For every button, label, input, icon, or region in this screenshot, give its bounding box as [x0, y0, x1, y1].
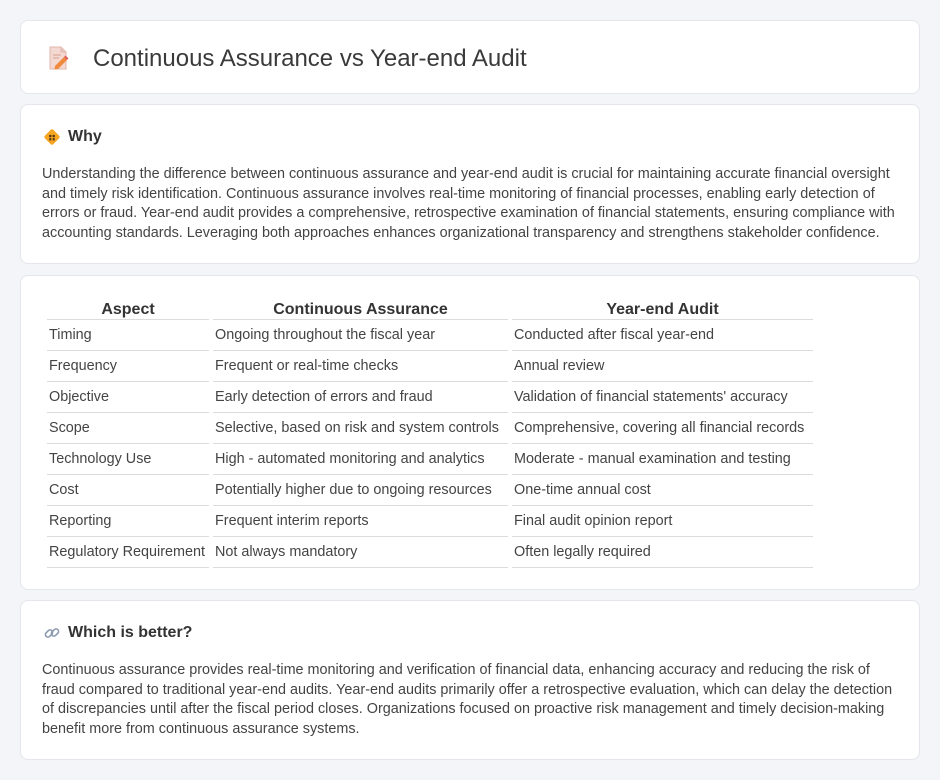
which-is-better-title: Which is better? [68, 624, 193, 641]
header-year-end-audit: Year-end Audit [512, 296, 813, 320]
table-cell: Ongoing throughout the fiscal year [213, 320, 508, 351]
table-cell: Final audit opinion report [512, 506, 813, 537]
table-row [47, 506, 813, 537]
table-cell: High - automated monitoring and analytics [213, 444, 508, 475]
table-row [47, 382, 813, 413]
table-row [47, 537, 813, 568]
table-cell: Annual review [512, 351, 813, 382]
table-cell: Comprehensive, covering all financial records [512, 413, 813, 444]
table-cell: Selective, based on risk and system controls [213, 413, 508, 444]
table-cell: Objective [47, 382, 209, 413]
table-header-row [47, 296, 813, 320]
table-row [47, 320, 813, 351]
link-icon [43, 624, 61, 642]
table-cell: Conducted after fiscal year-end [512, 320, 813, 351]
table-cell: Cost [47, 475, 209, 506]
table-cell: One-time annual cost [512, 475, 813, 506]
comparison-section [20, 275, 920, 590]
table-cell: Validation of financial statements' accuracy [512, 382, 813, 413]
why-title: Why [68, 128, 102, 145]
table-cell: Timing [47, 320, 209, 351]
table-cell: Frequency [47, 351, 209, 382]
document-pencil-icon [47, 46, 69, 70]
table-cell: Not always mandatory [213, 537, 508, 568]
table-row [47, 475, 813, 506]
table-cell: Regulatory Requirement [47, 537, 209, 568]
table-row [47, 444, 813, 475]
table-cell: Frequent interim reports [213, 506, 508, 537]
header-aspect: Aspect [47, 296, 209, 320]
table-cell: Moderate - manual examination and testing [512, 444, 813, 475]
table-cell: Reporting [47, 506, 209, 537]
table-cell: Technology Use [47, 444, 209, 475]
table-cell: Early detection of errors and fraud [213, 382, 508, 413]
table-cell: Often legally required [512, 537, 813, 568]
why-text: Understanding the difference between continuous assurance and year-end audit is crucial for maintaining accurate financial oversight and timely risk identification. Continuous assurance involves real-time monitoring of financial processes, enabling early detection of errors or fraud. Year-end audit provides a comprehensive, retrospective examination of financial statements, ensuring compliance with accounting standards. Leveraging both approaches enhances organizational transparency and strengthens stakeholder confidence. [42, 166, 895, 241]
header-card [20, 20, 920, 94]
table-cell: Potentially higher due to ongoing resources [213, 475, 508, 506]
header-continuous-assurance: Continuous Assurance [213, 296, 508, 320]
comparison-table [43, 296, 817, 568]
diamond-sign-icon [43, 128, 61, 146]
which-is-better-section [20, 600, 920, 760]
table-row [47, 351, 813, 382]
table-cell: Scope [47, 413, 209, 444]
why-section [20, 104, 920, 264]
table-cell: Frequent or real-time checks [213, 351, 508, 382]
table-row [47, 413, 813, 444]
which-is-better-text: Continuous assurance provides real-time monitoring and verification of financial data, enhancing accuracy and reducing the risk of fraud compared to traditional year-end audits. Year-end audits primarily offer a retrospective evaluation, which can delay the detection of discrepancies until after the fiscal period closes. Organizations focused on proactive risk management and timely decision-making benefit more from continuous assurance systems. [42, 662, 893, 737]
page-title: Continuous Assurance vs Year-end Audit [93, 45, 527, 72]
